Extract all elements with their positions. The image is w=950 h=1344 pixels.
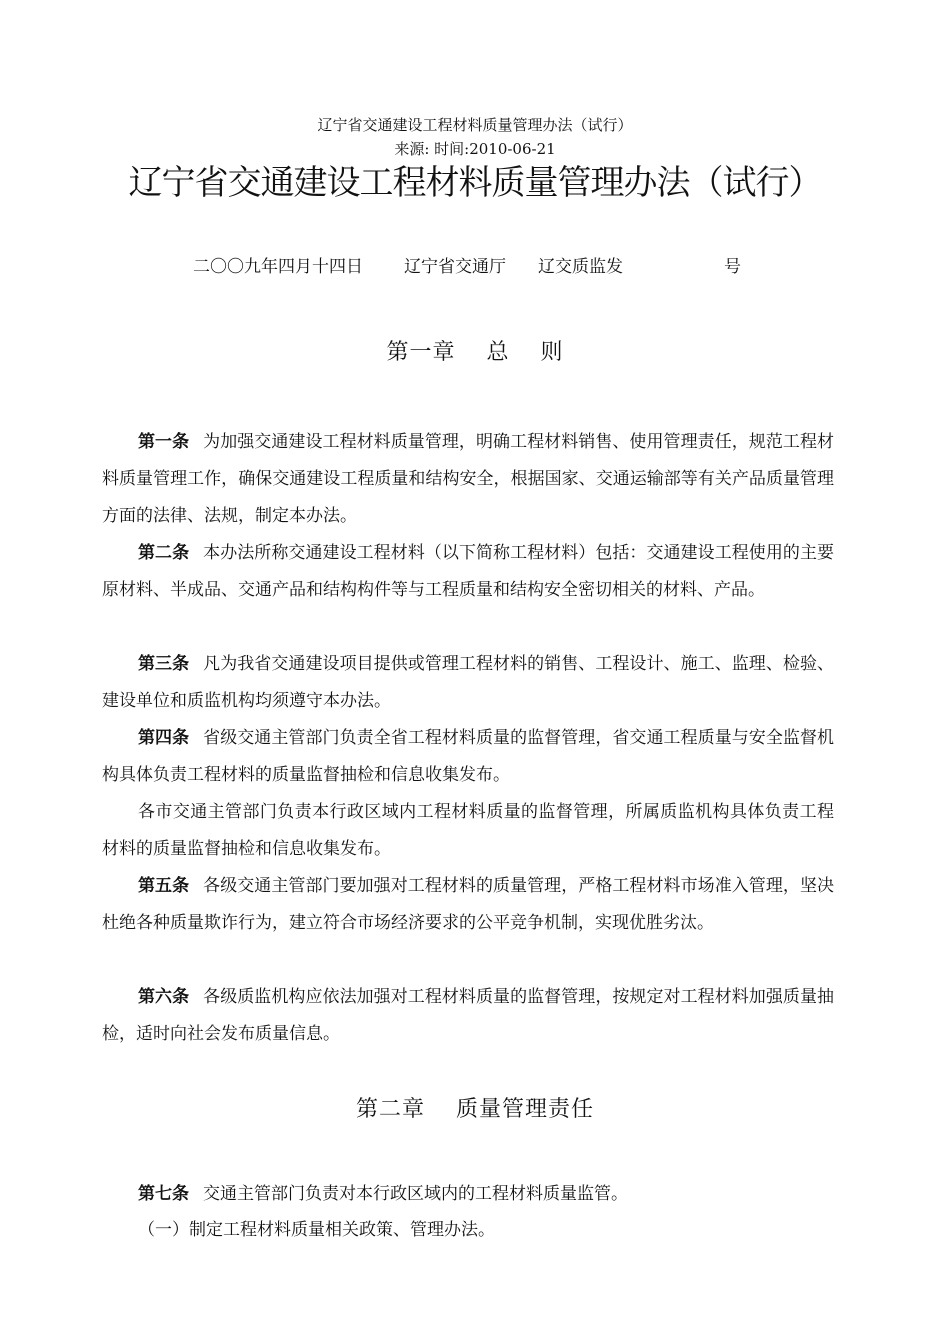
article-text: 凡为我省交通建设项目提供或管理工程材料的销售、工程设计、施工、监理、检验、建设单位和质监机构均须遵守本办法。 xyxy=(102,654,835,711)
article-text: 各级交通主管部门要加强对工程材料的质量管理，严格工程材料市场准入管理，坚决杜绝各种质量欺诈行为，建立符合市场经济要求的公平竞争机制，实现优胜劣汰。 xyxy=(102,876,835,933)
article-text: 各级质监机构应依法加强对工程材料质量的监督管理，按规定对工程材料加强质量抽检，适时向社会发布质量信息。 xyxy=(102,987,835,1044)
article-text: 各市交通主管部门负责本行政区域内工程材料质量的监督管理，所属质监机构具体负责工程材料的质量监督抽检和信息收集发布。 xyxy=(102,802,834,859)
document-main-title: 辽宁省交通建设工程材料质量管理办法（试行） xyxy=(128,163,822,203)
article-text: 本办法所称交通建设工程材料（以下简称工程材料）包括：交通建设工程使用的主要原材料、半成品、交通产品和结构构件等与工程质量和结构安全密切相关的材料、产品。 xyxy=(102,543,835,600)
document-number-suffix: 号 xyxy=(724,257,741,277)
issue-date: 二〇〇九年四月十四日 xyxy=(193,257,363,277)
article-number: 第五条 xyxy=(138,876,190,896)
issuing-organization: 辽宁省交通厅 xyxy=(404,257,506,277)
article-paragraph xyxy=(102,720,834,794)
article-text: （一）制定工程材料质量相关政策、管理办法。 xyxy=(138,1220,495,1240)
list-item xyxy=(102,1212,834,1249)
article-number: 第七条 xyxy=(138,1184,189,1204)
article-text: 省级交通主管部门负责全省工程材料质量的监督管理，省交通工程质量与安全监督机构具体负责工程材料的质量监督抽检和信息收集发布。 xyxy=(102,728,835,785)
article-number: 第六条 xyxy=(138,987,190,1007)
chapter-heading-two: 第二章 质量管理责任 xyxy=(356,1097,594,1122)
article-text: 交通主管部门负责对本行政区域内的工程材料质量监管。 xyxy=(203,1184,628,1204)
chapter-heading-one: 第一章 总 则 xyxy=(386,340,564,365)
source-time-line: 来源: 时间:2010-06-21 xyxy=(394,140,556,158)
article-number: 第四条 xyxy=(138,728,190,748)
article-paragraph xyxy=(102,794,834,868)
document-small-title: 辽宁省交通建设工程材料质量管理办法（试行） xyxy=(317,116,633,134)
article-number: 第一条 xyxy=(138,432,190,452)
article-paragraph xyxy=(102,868,834,942)
article-paragraph xyxy=(102,646,834,720)
article-paragraph xyxy=(102,1176,834,1213)
document-prefix: 辽交质监发 xyxy=(538,257,623,277)
article-text: 为加强交通建设工程材料质量管理，明确工程材料销售、使用管理责任，规范工程材料质量管理工作，确保交通建设工程质量和结构安全，根据国家、交通运输部等有关产品质量管理方面的法律、法规，制定本办法。 xyxy=(102,432,835,526)
article-paragraph xyxy=(102,979,834,1053)
article-paragraph xyxy=(102,535,834,609)
article-paragraph xyxy=(102,424,834,535)
article-number: 第二条 xyxy=(138,543,190,563)
article-number: 第三条 xyxy=(138,654,190,674)
